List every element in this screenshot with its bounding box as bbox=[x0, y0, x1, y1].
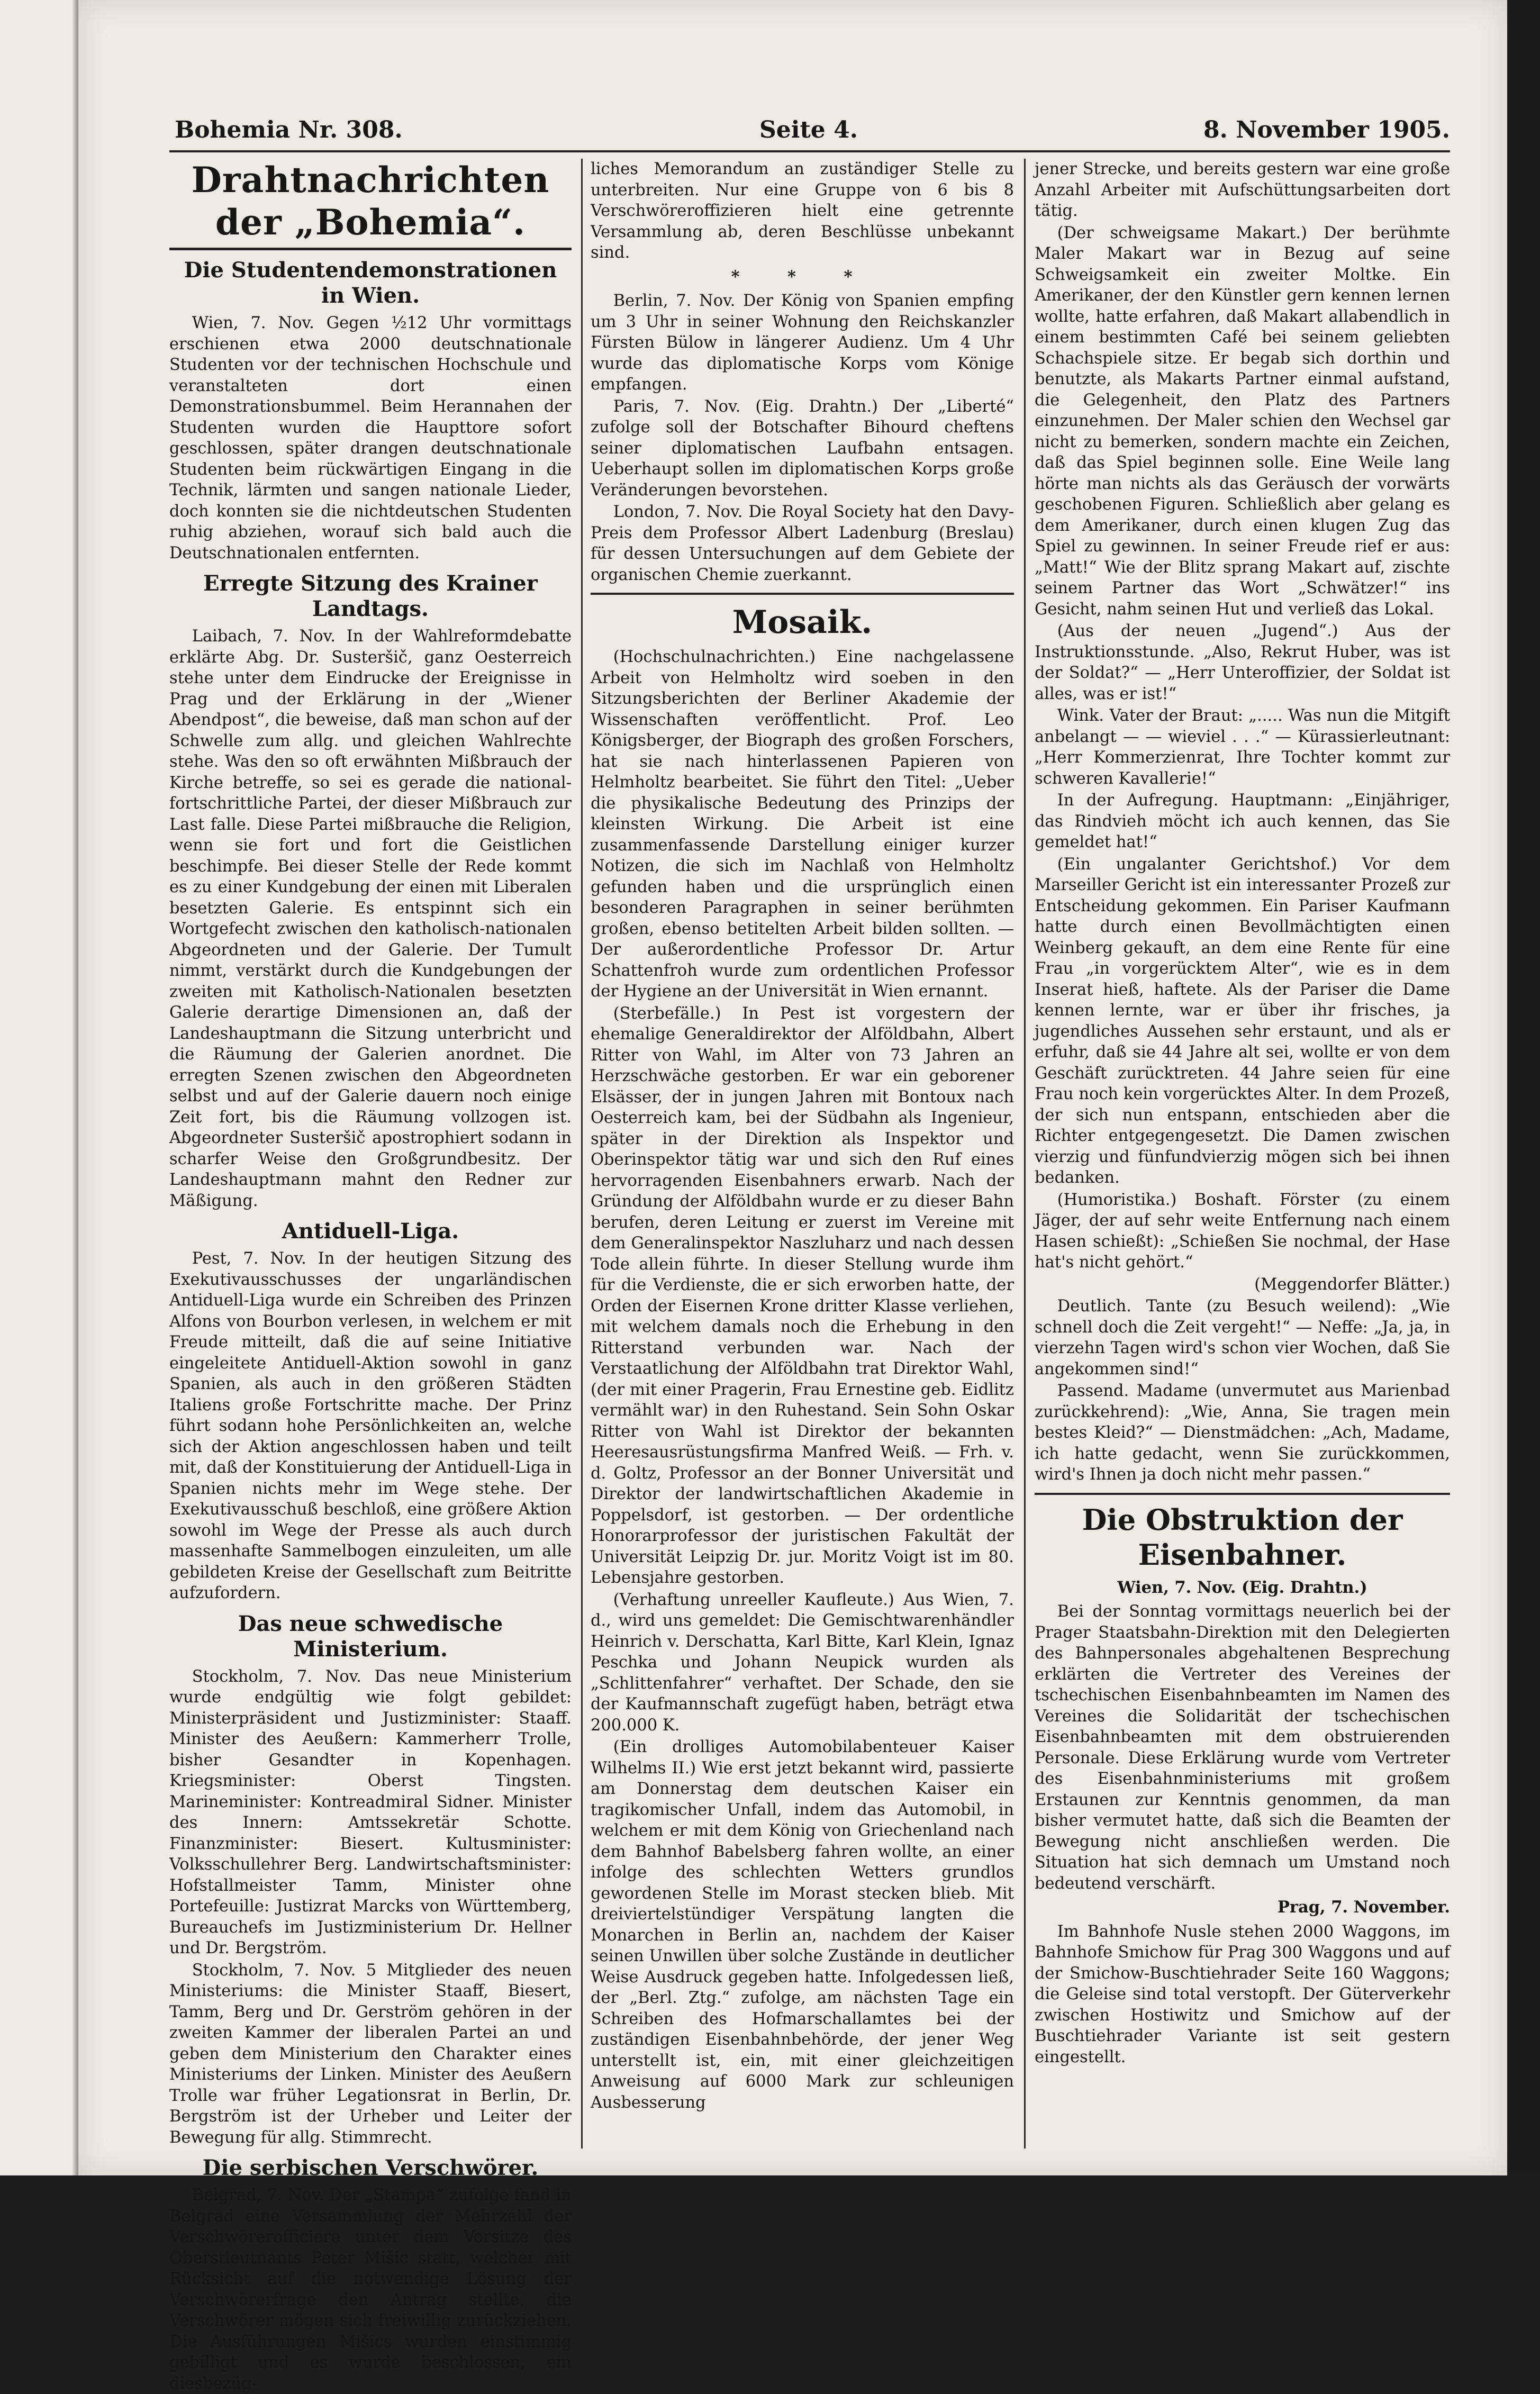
header-rule bbox=[169, 150, 1450, 152]
article-text: jener Strecke, und bereits gestern war eine große Anzahl Arbeiter mit Aufschüttungsarbeiten dort tätig. bbox=[1035, 160, 1450, 220]
article-text: (Ein ungalanter Gerichtshof.) Vor dem Marseiller Gericht ist ein interessanter Prozeß zur Entscheidung gekommen. Ein Pariser Kaufmann hatte durch einen Bevollmächtigten einen Weinberg gekauft, an dem eine Rente für eine Frau „in vorgerücktem Alter“, wie es in dem Inserat hieß, haftete. Als der Pariser die Dame kennen lernte, war er über ihr frisches, ja jugendliches Aussehen sehr erstaunt, und als er erfuhr, daß sie 44 Jahre alt sei, wollte er von dem Geschäft zurücktreten. 44 Jahre seien für eine Frau noch kein vorgerücktes Alter. In dem Prozeß, der sich nun entspann, entschieden aber die Richter entgegengesetzt. Die Damen zwischen vierzig und fünfundvierzig mögen sich bei ihnen bedanken. bbox=[1035, 855, 1450, 1187]
headline: Die serbischen Verschwörer. bbox=[202, 2155, 539, 2180]
headline: Die Studentendemonstrationen in Wien. bbox=[184, 258, 557, 308]
dateline: Prag, 7. November. bbox=[1277, 1898, 1450, 1917]
page-left-margin bbox=[0, 0, 78, 2175]
article-text: Stockholm, 7. Nov. 5 Mitglieder des neuen Ministeriums: die Minister Staaff, Biesert, Tamm, Berg und Dr. Gerström gehören in der zweiten Kammer der liberalen Partei an und geben dem Ministerium den Charakter eines Ministeriums der Linken. Minister des Aeußern Trolle war früher Legationsrat in Berlin, Dr. Bergström ist der Urheber und Leiter der Bewegung für allg. Stimmrecht. bbox=[169, 1961, 572, 2147]
header-date: 8. November 1905. bbox=[1203, 116, 1450, 143]
article-text: (Ein drolliges Automobilabenteuer Kaiser Wilhelms II.) Wie erst jetzt bekannt wird, passierte am Donnerstag dem deutschen Kaiser ein tragikomischer Unfall, indem das Automobil, in welchem er mit dem König von Griechenland nach dem Bahnhof Babelsberg fahren wollte, an einer infolge des schlechten Wetters grundlos gewordenen Stelle im Morast stecken blieb. Mit dreiviertelstündiger Verspätung langten die Monarchen in Berlin an, nachdem der Kaiser seinen Unwillen über solche Zustände in deutlicher Weise Ausdruck gegeben hatte. Infolgedessen ließ, der „Berl. Ztg.“ zufolge, am nächsten Tage ein Schreiben des Hofmarschallamtes bei der zuständigen Eisenbahnbehörde, der jener Weg unterstellt ist, ein, mit einer gleichzeitigen Anweisung auf 6000 Mark zur schleunigen Ausbesserung bbox=[591, 1738, 1014, 2112]
article-text: (Humoristika.) Boshaft. Förster (zu einem Jäger, der auf sehr weite Entfernung nach einem Hasen schießt): „Schießen Sie nochmal, der Hase hat's nicht gehört.“ bbox=[1035, 1190, 1450, 1272]
headline: Das neue schwedische Ministerium. bbox=[238, 1611, 503, 1662]
article-text: (Hochschulnachrichten.) Eine nachgelassene Arbeit von Helmholtz wird soeben in den Sitzungsberichten der Berliner Akademie der Wissenschaften veröffentlicht. Prof. Leo Königsberger, der Biograph des großen Forschers, hat sie nach hinterlassenen Papieren von Helmholtz bearbeitet. Sie führt den Titel: „Ueber die physikalische Bedeutung des Prinzips der kleinsten Wirkung. Die Arbeit ist eine zusammenfassende Darstellung einiger kurzer Notizen, die sich im Nachlaß von Helmholtz gefunden haben und die ursprünglich einen besonderen Paragraphen in seiner berühmten großen, ebenso betitelten Arbeit bilden sollten. — Der außerordentliche Professor Dr. Artur Schattenfroh wurde zum ordentlichen Professor der Hygiene an der Universität in Wien ernannt. bbox=[591, 648, 1014, 1001]
article-text: Stockholm, 7. Nov. Das neue Ministerium wurde endgültig wie folgt gebildet: Ministerpräsident und Justizminister: Staaff. Minister des Aeußern: Kammerherr Trolle, bisher Gesandter in Kopenhagen. Kriegsminister: Oberst Tingsten. Marineminister: Kontreadmiral Sidner. Minister des Innern: Amtssekretär Schotte. Finanzminister: Biesert. Kultusminister: Volksschullehrer Berg. Landwirtschaftsminister: Hofstallmeister Tamm, Minister ohne Portefeuille: Justizrat Marcks von Württemberg, Bureauchefs im Justizministerium Dr. Hellner und Dr. Bergström. bbox=[169, 1667, 572, 1957]
article-text: Bei der Sonntag vormittags neuerlich bei der Prager Staatsbahn-Direktion mit den Delegierten des Bahnpersonales abgehaltenen Besprechung erklärten die Vertreter des Vereines der tschechischen Eisenbahnbeamten im Namen des Vereines die Solidarität der tschechischen Eisenbahnbeamten mit dem obstruierenden Personale. Diese Erklärung wurde vom Vertreter des Eisenbahnministeriums mit großem Erstaunen zur Kenntnis genommen, da man bisher vermutet hatte, daß sich die Beamten der Bewegung nicht anschließen werden. Die Situation hat sich demnach um Umstand noch bedeutend verschärft. bbox=[1035, 1602, 1450, 1893]
headline: Erregte Sitzung des Krainer Landtags. bbox=[203, 571, 538, 621]
column-1 bbox=[169, 159, 572, 2393]
separator-stars: * * * bbox=[731, 267, 874, 286]
article-text: Berlin, 7. Nov. Der König von Spanien empfing um 3 Uhr in seiner Wohnung den Reichskanzler Fürsten Bülow in längerer Audienz. Um 4 Uhr wurde das diplomatische Korps vom Könige empfangen. bbox=[591, 292, 1014, 394]
article-text: Belgrad, 7. Nov. Der „Stampa“ zufolge fand in Belgrad eine Versammlung der Mehrzahl der Verschwörerofficiere unter dem Vorsitze des Oberstleutnants Peter Mišic statt, welcher mit Rücksicht auf die notwendige Lösung der Verschwörerfrage den Antrag stellte, die Verschwörer mögen sich freiwillig zurückziehen. Die Ausführungen Mišics wurden einstimmig gebilligt und es wurde beschlossen, ein diesbezüg- bbox=[169, 2186, 572, 2393]
headline: Antiduell-Liga. bbox=[282, 1219, 459, 1244]
article-text: (Aus der neuen „Jugend“.) Aus der Instruktionsstunde. „Also, Rekrut Huber, was ist der Soldat?“ — „Herr Unteroffizier, der Soldat ist alles, was er ist!“ bbox=[1035, 622, 1450, 703]
article-text: Pest, 7. Nov. In der heutigen Sitzung des Exekutivausschusses der ungarländischen Antiduell-Liga wurde ein Schreiben des Prinzen Alfons von Bourbon verlesen, in welchem er mit Freude mitteilt, daß die auf seine Initiative eingeleitete Antiduell-Aktion sowohl in ganz Spanien, als auch in den größeren Städten Italiens große Fortschritte mache. Der Prinz führt sodann hohe Persönlichkeiten an, welche sich der Aktion angeschlossen haben und teilt mit, daß der Konstituierung der Antiduell-Liga in Spanien nichts mehr im Wege stehe. Der Exekutivausschuß beschloß, eine größere Aktion sowohl im Wege der Presse als auch durch massenhafte Sammelbogen einzuleiten, um alle gebildeten Kreise der Gesellschaft zum Beitritte aufzufordern. bbox=[169, 1249, 572, 1602]
scan-border bbox=[1507, 0, 1540, 2175]
source-attribution: (Meggendorfer Blätter.) bbox=[1254, 1275, 1450, 1294]
column-divider bbox=[581, 159, 583, 2148]
article-text: London, 7. Nov. Die Royal Society hat den Davy-Preis dem Professor Albert Ladenburg (Breslau) für dessen Untersuchungen auf dem Gebiete der organischen Chemie zuerkannt. bbox=[591, 503, 1014, 584]
article-text: (Sterbefälle.) In Pest ist vorgestern der ehemalige Generaldirektor der Alföldbahn, Albert Ritter von Wahl, im Alter von 73 Jahren an Herzschwäche gestorben. Er war ein geborener Elsässer, der in jungen Jahren mit Bontoux nach Oesterreich kam, bei der Südbahn als Ingenieur, später in der Direktion als Inspektor und Oberinspektor tätig war und sich den Ruf eines hervorragenden Eisenbahners erwarb. Nach der Gründung der Alföldbahn wurde er zu dieser Bahn berufen, deren Leitung er zuerst im Vereine mit dem Generalinspektor Naszluharz und nach dessen Tode allein führte. In dieser Stellung wurde ihm für die Verdienste, die er sich erworben hatte, der Orden der Eisernen Krone dritter Klasse verliehen, mit welchem damals noch die Erhebung in den Ritterstand verbunden war. Nach der Verstaatlichung der Alföldbahn trat Direktor Wahl, (der mit einer Pragerin, Frau Ernestine geb. Eidlitz vermählt war) in den Ruhestand. Sein Sohn Oskar Ritter von Wahl ist Direktor der bekannten Heeresausrüstungsfirma Manfred Weiß. — Frh. v. d. Goltz, Professor an der Bonner Universität und Direktor der landwirtschaftlichen Akademie in Poppelsdorf, ist gestorben. — Der ordentliche Honorarprofessor der juristischen Fakultät der Universität Leipzig Dr. jur. Moritz Voigt ist im 80. Lebensjahre gestorben. bbox=[591, 1004, 1014, 1587]
article-text: Deutlich. Tante (zu Besuch weilend): „Wie schnell doch die Zeit vergeht!“ — Neffe: „Ja, ja, in vierzehn Tagen wird's schon vier Wochen, daß Sie angekommen sind!“ bbox=[1035, 1297, 1450, 1379]
header-page-number: Seite 4. bbox=[759, 116, 858, 143]
article-text: (Verhaftung unreeller Kaufleute.) Aus Wien, 7. d., wird uns gemeldet: Die Gemischtwarenhändler Heinrich v. Derschatta, Karl Bitte, Karl Klein, Ignaz Peschka und Johann Neupick wurden als „Schlittenfahrer“ verhaftet. Der Schade, den sie der Kaufmannschaft zugefügt haben, beträgt etwa 200.000 K. bbox=[591, 1590, 1014, 1735]
column-2 bbox=[591, 159, 1014, 2148]
article-text: Im Bahnhofe Nusle stehen 2000 Waggons, im Bahnhofe Smichow für Prag 300 Waggons und auf der Smichow-Buschtiehrader Seite 160 Waggons; die Geleise sind total verstopft. Der Güterverkehr zwischen Hostiwitz und Smichow auf der Buschtiehrader Variante ist seit gestern eingestellt. bbox=[1035, 1922, 1450, 2066]
article-text: In der Aufregung. Hauptmann: „Einjähriger, das Rindvieh möcht ich auch kennen, das Sie gemeldet hat!“ bbox=[1035, 791, 1450, 851]
header-issue: Bohemia Nr. 308. bbox=[175, 116, 403, 143]
article-text: (Der schweigsame Makart.) Der berühmte Maler Makart war in Bezug auf seine Schweigsamkeit ein zweiter Moltke. Ein Amerikaner, der den Künstler gern kennen lernen wollte, hatte erfahren, daß Makart allabendlich in einem bestimmten Café bei seinem geliebten Schachspiele sitze. Er begab sich dorthin und benutzte, als Makarts Partner einmal aufstand, die Gelegenheit, den Platz des Partners einzunehmen. Der Maler schien den Wechsel gar nicht zu bemerken, sondern machte ein Zeichen, daß das Spiel beginnen solle. Eine Weile lang hörte man nichts als das Geräusch der vorwärts geschobenen Figuren. Schließlich aber gelang es dem Amerikaner, durch einen klugen Zug das Spiel zu gewinnen. In seiner Freude rief er aus: „Matt!“ Wie der Blitz sprang Makart auf, zischte seinem Partner das Wort „Schwätzer!“ ins Gesicht, nahm seinen Hut und verließ das Lokal. bbox=[1035, 223, 1450, 619]
section-rule bbox=[1035, 1493, 1450, 1495]
article-text: Passend. Madame (unvermutet aus Marienbad zurückkehrend): „Wie, Anna, Sie tragen mein bestes Kleid?“ — Dienstmädchen: „Ach, Madame, ich hatte gedacht, wenn Sie zurückkommen, wird's Ihnen ja doch nicht mehr passen.“ bbox=[1035, 1382, 1450, 1484]
article-text: Laibach, 7. Nov. In der Wahlreformdebatte erklärte Abg. Dr. Susteršič, ganz Oesterreich stehe unter dem Eindrucke der Ereignisse in Prag und der Erklärung in der „Wiener Abendpost“, die beweise, daß man schon auf der Schwelle zum allg. und gleichen Wahlrechte stehe. Was den so oft erwähnten Mißbrauch der Kirche betreffe, so sei es gerade die national-fortschrittliche Partei, der dieser Mißbrauch zur Last falle. Diese Partei mißbrauche die Religion, wenn sie fort und fort die Geistlichen beschimpfe. Bei dieser Stelle der Rede kommt es zu einer Kundgebung der einen mit Liberalen besetzten Galerie. Es entspinnt sich ein Wortgefecht zwischen den katholisch-nationalen Abgeordneten und der Galerie. Der Tumult nimmt, verstärkt durch die Kundgebungen der zweiten mit Katholisch-Nationalen besetzten Galerie derartige Dimensionen an, daß der Landeshauptmann die Sitzung unterbricht und die Räumung der Galerien anordnet. Die erregten Szenen zwischen den Abgeordneten selbst und auf der Galerie dauern noch einige Zeit fort, bis die Räumung vollzogen ist. Abgeordneter Susteršič apostrophiert sodann in scharfer Weise den Großgrundbesitz. Der Landeshauptmann mahnt den Redner zur Mäßigung. bbox=[169, 627, 572, 1210]
section-rule bbox=[591, 593, 1014, 595]
masthead-rule bbox=[169, 248, 572, 250]
dateline: Wien, 7. Nov. (Eig. Drahtn.) bbox=[1117, 1577, 1367, 1597]
article-text: Wien, 7. Nov. Gegen ½12 Uhr vormittags erschienen etwa 2000 deutschnationale Studenten vor der technischen Hochschule und veranstalteten dort einen Demonstrationsbummel. Beim Herannahen der Studenten wurden die Haupttore sofort geschlossen, später drangen deutschnationale Studenten beim rückwärtigen Eingang in die Technik, lärmten und sangen nationale Lieder, doch konnten sie die nichtdeutschen Studenten ruhig abziehen, worauf sich bald auch die Deutschnationalen entfernten. bbox=[169, 314, 572, 563]
column-3 bbox=[1035, 159, 1450, 2148]
masthead: Drahtnachrichten der „Bohemia“. bbox=[191, 159, 550, 243]
column-divider bbox=[1024, 159, 1026, 2148]
article-text: Paris, 7. Nov. (Eig. Drahtn.) Der „Liberté“ zufolge soll der Botschafter Bihourd cheftens seiner diplomatischen Laufbahn entsagen. Ueberhaupt sollen im diplomatischen Korps große Veränderungen bevorstehen. bbox=[591, 397, 1014, 500]
headline: Die Obstruktion der Eisenbahner. bbox=[1082, 1502, 1403, 1572]
section-title: Mosaik. bbox=[732, 604, 873, 641]
article-text: Wink. Vater der Braut: „..... Was nun die Mitgift anbelangt — — wieviel . . .“ — Kürassierleutnant: „Herr Kommerzienrat, Ihre Tochter kommt zur schweren Kavallerie!“ bbox=[1035, 706, 1450, 788]
page-header bbox=[175, 116, 1450, 148]
article-text: liches Memorandum an zuständiger Stelle zu unterbreiten. Nur eine Gruppe von 6 bis 8 Verschwöreroffizieren hielt eine getrennte Versammlung ab, deren Beschlüsse unbekannt sind. bbox=[591, 160, 1014, 262]
